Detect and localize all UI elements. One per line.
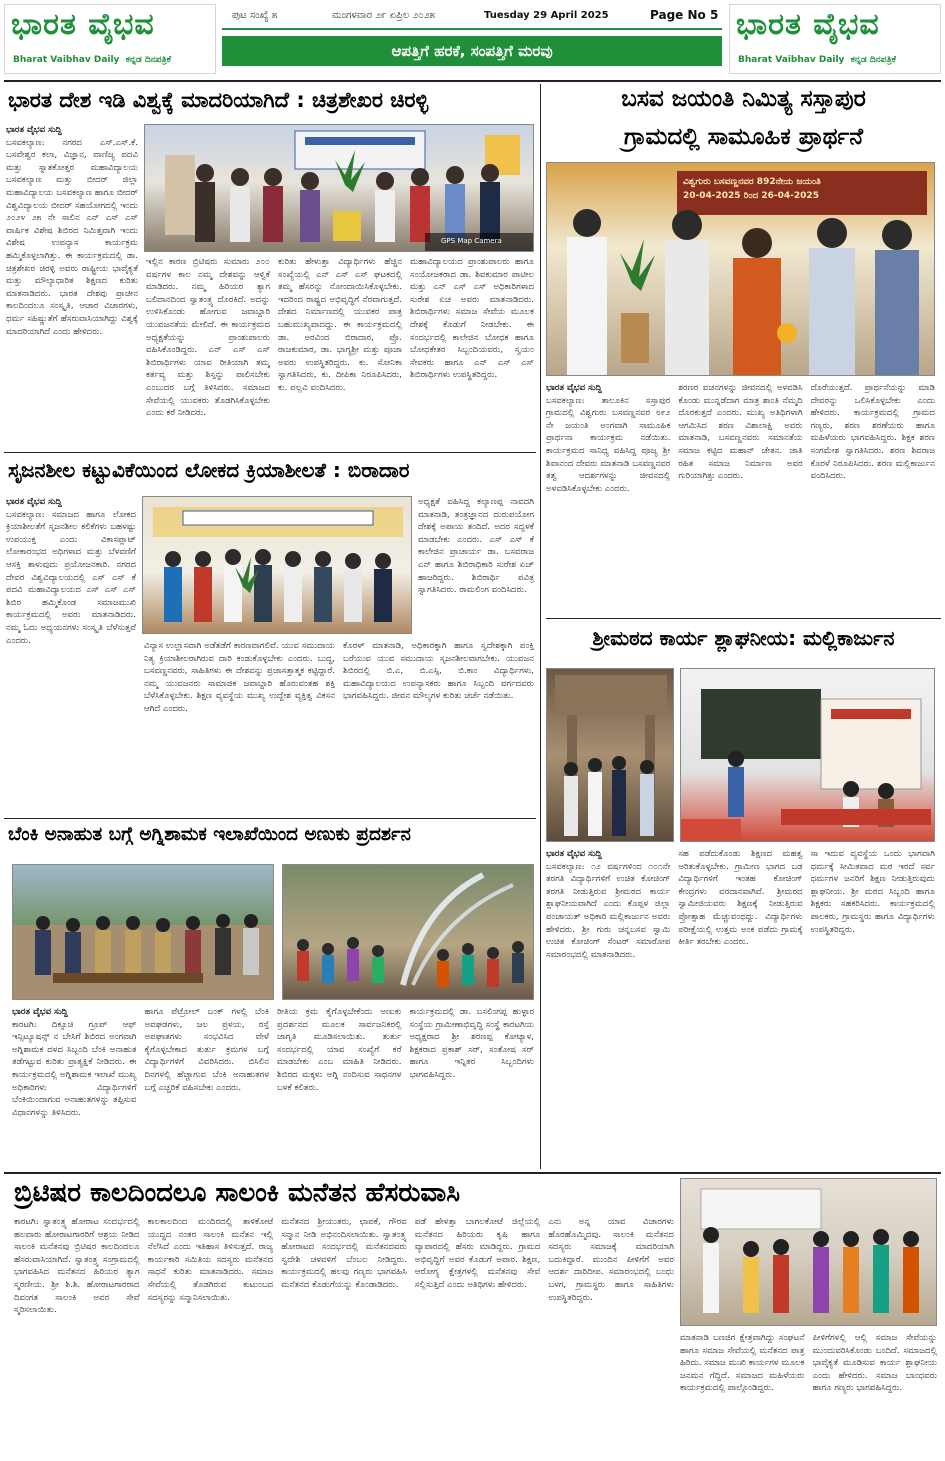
article-body: ಎನು ಅನ್ನ ಯಾವ ವಿಚಾರಗಳು ಹೊರಹೊಮ್ಮಿದವು. ಸಾಲಂಕಿ ಮನೆತನದ ಸದಸ್ಯರು ಸಮಾಜಕ್ಕೆ ಮಾದರಿಯಾಗಿ ಬದುಕಿದ್ದಾರೆ. ಮುಂದಿನ ಪೀಳಿಗೆಗೆ ಅವರ ಆದರ್ಶ ದಾರಿದೀಪ. ಸಮಾರಂಭದಲ್ಲಿ ಬಂಧು ಬಳಗ, ಗ್ರಾಮಸ್ಥರು ಹಾಗೂ ಸಾಹಿತಿಗಳು ಉಪಸ್ಥಿತರಿದ್ದರು. (548, 1217, 674, 1303)
headline: ಬ್ರಿಟಿಷರ ಕಾಲದಿಂದಲೂ ಸಾಲಂಕಿ ಮನೆತನ ಹೆಸರುವಾಸಿ (14, 1178, 461, 1208)
issue-line (222, 4, 722, 30)
article-divider (4, 818, 536, 819)
coaching-photo (680, 668, 935, 842)
article-body: ಕೊರಳ್ ಮಾತನಾಡಿ, ಅಧಿಕಾರಕ್ಕಾಗಿ ಹಾಗೂ ಸ್ವದೇಶಕ್ಕಾಗಿ ಪಂಕ್ತಿ ಬರೆಯುವ ಯುವ ಸಮುದಾಯ ಸೃಜನಶೀಲವಾಗಬೇಕು. ಯುವಜನ ಶಿಬಿರದಲ್ಲಿ ಬಿ.ಎ, ಬಿ.ಎಸ್ಸಿ, ಬಿ.ಕಾಂ ವಿದ್ಯಾರ್ಥಿಗಳು, ಮಹಾವಿದ್ಯಾಲಯದ ಉಪನ್ಯಾಸಕರು ಹಾಗೂ ಸಿಬ್ಬಂದಿ ವರ್ಗದವರು ಭಾಗವಹಿಸಿದ್ದರು. ಜೀವನ ಮೌಲ್ಯಗಳ ಕುರಿತು ಚರ್ಚೆ ನಡೆಯಿತು. (343, 641, 534, 702)
fire-demo-illustration (283, 865, 534, 1000)
masthead-rule (4, 80, 941, 82)
dateline: ಭಾರತ ವೈಭವ ಸುದ್ದಿ (6, 125, 62, 135)
article-body: ಕಾರ್ಯಕ್ರಮದಲ್ಲಿ ಡಾ. ಬಸಲಿಂಗಪ್ಪ ಹುಳ್ಳಾರ ಸಂಸ್ಥೆಯ ಗ್ರಾಮೀಣಾಭಿವೃದ್ಧಿ ಸಂಸ್ಥೆ ಕಾರಟಗಿಯ ಅಧ್ಯಕ್ಷರಾದ ಶ್ರೀ ಶರಣಪ್ಪ ಕೋಟ್ಯಾಳ, ಶಿಕ್ಷಕರಾದ ಪ್ರಕಾಶ್ ಸರ್, ಸಂತೋಷ ಸರ್ ಹಾಗೂ ಇನ್ನಿತರ ಸಿಬ್ಬಂದಿಗಳು ಭಾಗವಹಿಸಿದ್ದರು. (409, 1007, 534, 1080)
newspaper-logo (4, 4, 216, 74)
fire-team-illustration (13, 865, 274, 1000)
banner-dates: 20-04-2025 ರಿಂದ 26-04-2025 (683, 191, 819, 201)
dateline: ಭಾರತ ವೈಭವ ಸುದ್ದಿ (546, 383, 602, 393)
headline: ಸೃಜನಶೀಲ ಕಟ್ಟುವಿಕೆಯಿಂದ ಲೋಕದ ಕ್ರಿಯಾಶೀಲತೆ : ಬಿರಾದಾರ (8, 458, 410, 482)
article-salanki (4, 1176, 941, 1458)
event-photo (144, 124, 534, 252)
dateline: ಭಾರತ ವೈಭವ ಸುದ್ದಿ (6, 497, 62, 507)
article-body: ದೊರೆಯುತ್ತದೆ. ಪ್ರಾರ್ಥನೆಯನ್ನು ಮಾಡಿ ದೇವರನ್ನು ಒಲಿಸಿಕೊಳ್ಳಬೇಕು ಎಂದು ಹೇಳಿದರು. ಕಾರ್ಯಕ್ರಮದಲ್ಲಿ ಗ್ರಾಮದ ಗಣ್ಯರು, ಶರಣ ಶರಣೆಯರು ಹಾಗೂ ಮಹಿಳೆಯರು ಭಾಗವಹಿಸಿದ್ದರು. ಶಿಕ್ಷಕ ಶರಣ ಸಂಗಮೇಶ ಸ್ವಾಗತಿಸಿದರು. ಶರಣ ಶಿವರಾಜ ಕೊರಳೆ ನಿರೂಪಿಸಿದರು. ಶರಣ ಮಲ್ಲಿಕಾರ್ಜುನ ವಂದಿಸಿದರು. (810, 383, 935, 482)
logo-tag-en: Bharat Vaibhav Daily (13, 55, 120, 65)
coaching-photo-illustration (681, 669, 935, 842)
prayer-photo-illustration (547, 163, 935, 376)
logo-tag-kn: ಕನ್ನಡ ದಿನಪತ್ರಿಕೆ (125, 55, 171, 65)
article-body: ಬಸವಕಲ್ಯಾಣ: ತಾಲೂಕಿನ ಸಸ್ತಾಪುರ ಗ್ರಾಮದಲ್ಲಿ ವಿಶ್ವಗುರು ಬಸವಣ್ಣನವರ ೮೯೨ ನೇ ಜಯಂತಿ ಅಂಗವಾಗಿ ಸಾಮೂಹಿಕ ಪ್ರಾರ್ಥನಾ ಕಾರ್ಯಕ್ರಮ ನಡೆಯಿತು. ಕಾರ್ಯಕ್ರಮದ ಸಾನಿಧ್ಯ ವಹಿಸಿದ್ದ ಪೂಜ್ಯ ಶ್ರೀ ಶಿವಾನಂದ ದೇವರು ಮಾತನಾಡಿ ಬಸವಣ್ಣನವರ ತತ್ವ ಆದರ್ಶಗಳನ್ನು ಜೀವನದಲ್ಲಿ ಅಳವಡಿಸಿಕೊಳ್ಳಬೇಕು ಎಂದರು. (546, 395, 671, 494)
felicitation-photo (680, 1178, 937, 1326)
article-body: ಕಾರಟಗಿ: ದಿಕ್ಸೂಚಿ ಗ್ರೂಪ್ ಆಫ್ ಇನ್ಸಿಟ್ಯೂಷನ್ಸ್ ನ ಬೇಸಿಗೆ ಶಿಬಿರದ ಅಂಗವಾಗಿ ಅಗ್ನಿಶಾಮಕ ದಳದ ಸಿಬ್ಬಂದಿ ಬೆಂಕಿ ಅನಾಹುತ ತಡೆಗಟ್ಟುವ ಕುರಿತು ಪ್ರಾತ್ಯಕ್ಷಿಕೆ ನೀಡಿದರು. ಈ ಕಾರ್ಯಕ್ರಮದಲ್ಲಿ ಅಗ್ನಿಶಾಮಕ ಇಲಾಖೆ ಮುಖ್ಯ ಅಧಿಕಾರಿಗಳು ವಿದ್ಯಾರ್ಥಿಗಳಿಗೆ ಬೆಂಕಿಯಿಂದಾಗುವ ಅನಾಹುತಗಳನ್ನು ತಪ್ಪಿಸುವ ವಿಧಾನಗಳನ್ನು ತಿಳಿಸಿದರು. (12, 1019, 137, 1118)
dateline: ಭಾರತ ವೈಭವ ಸುದ್ದಿ (546, 849, 602, 859)
article-body: ಪೀಳಿಗೆಗಳಲ್ಲಿ ಆಲ್ಲಿ ಸಮಾಜ ಸೇವೆಯನ್ನು ಮುಂದುವರಿಸಿಕೊಂಡು ಬಂದಿದೆ. ಸಮಾಜದಲ್ಲಿ ಭಾವೈಕ್ಯತೆ ಮೂಡಿಸುವ ಕಾರ್ಯ ಶ್ಲಾಘನೀಯ ಎಂದು ಹೇಳಿದರು. ಸಮಾಜ ಬಾಂಧವರು ಹಾಗೂ ಗಣ್ಯರು ಭಾಗವಹಿಸಿದ್ದರು. (812, 1333, 937, 1394)
article-body: ಇಲ್ಲಿನ ಕಾರಣ ಬ್ರಿಟಿಷರು ಸುಮಾರು ೨೦೦ ವರ್ಷಗಳ ಕಾಲ ನಮ್ಮ ದೇಶವನ್ನು ಆಳ್ವಿಕೆ ಮಾಡಿದರು. ನಮ್ಮ ಹಿರಿಯರ ತ್ಯಾಗ ಬಲಿದಾನದಿಂದ ಸ್ವಾತಂತ್ರ್ಯ ದೊರಕಿದೆ. ಅದನ್ನು ಉಳಿಸಿಕೊಂಡು ಹೋಗುವ ಜವಾಬ್ದಾರಿ ಯುವಜನತೆಯ ಮೇಲಿದೆ. ಈ ಕಾರ್ಯಕ್ರಮದ ಅಧ್ಯಕ್ಷತೆಯನ್ನು ಪ್ರಾಂಶುಪಾಲರು ವಹಿಸಿಕೊಂಡಿದ್ದರು. ಎನ್ ಎಸ್ ಎಸ್ ಶಿಬಿರಾರ್ಥಿಗಳು ಯಾವ ರೀತಿಯಾಗಿ ತಮ್ಮ ಕರ್ತವ್ಯ ಮತ್ತು ಶಿಸ್ತನ್ನು ಪಾಲಿಸಬೇಕು ಎಂಬುದರ ಬಗ್ಗೆ ತಿಳಿಸಿದರು. ಸಮಾಜದ ಸೇವೆಯಲ್ಲಿ ಯುವಕರು ತೊಡಗಿಸಿಕೊಳ್ಳಬೇಕು ಎಂದು ಕರೆ ನೀಡಿದರು. (146, 257, 270, 419)
temple-photo (546, 668, 674, 842)
slogan-bar: ಆಪತ್ತಿಗೆ ಹರಕೆ, ಸಂಪತ್ತಿಗೆ ಮರವು (222, 36, 722, 66)
article-fire-demo (4, 822, 536, 1167)
article-body: ಅಧ್ಯಕ್ಷತೆ ವಹಿಸಿದ್ದ ಕಲ್ಯಾಣಪ್ಪ ನಾವದಗಿ ಮಾತನಾಡಿ, ತಂತ್ರಜ್ಞಾನದ ದುರುಪಯೋಗ ದೇಶಕ್ಕೆ ಅಪಾಯ ತಂದಿದೆ. ಅದರ ಸದ್ಬಳಕೆ ಮಾಡಬೇಕು ಎಂದರು. ಎಸ್ ಎಸ್ ಕೆ ಕಾಲೇಜಿನ ಪ್ರಾಚಾರ್ಯ ಡಾ. ಬಸವರಾಜ ಎನ್ ಹಾಗೂ ಶಿಬಿರಾಧಿಕಾರಿ ಸುರೇಶ ಏಚ್ ಹಾಜರಿದ್ದರು. ಶಿಬಿರಾರ್ಥಿ ಪವಿತ್ರ ಸ್ವಾಗತಿಸಿದರು. ರಾಮಲಿಂಗ ವಂದಿಸಿದರು. (418, 497, 534, 596)
masthead (4, 4, 941, 74)
article-body: ಶರಣರ ವಚನಗಳನ್ನು ಜೀವನದಲ್ಲಿ ಅಳವಡಿಸಿ ಕೊಂಡು ಮುನ್ನಡೆದಾಗ ಮಾತ್ರ ಶಾಂತಿ ನೆಮ್ಮದಿ ದೊರಕುತ್ತದೆ ಎಂದರು. ಮುಖ್ಯ ಅತಿಥಿಗಳಾಗಿ ಆಗಮಿಸಿದ ಶರಣ ವಿಶಾಲಾಕ್ಷಿ ಅವರು ಮಾತನಾಡಿ, ಬಸವಣ್ಣನವರು ಸಮಾನತೆಯ ಸಮಾಜ ಕಟ್ಟಿದ ಮಹಾನ್ ಚೇತನ. ಜಾತಿ ರಹಿತ ಸಮಾಜ ನಿರ್ಮಾಣ ಅವರ ಗುರಿಯಾಗಿತ್ತು ಎಂದರು. (678, 383, 803, 482)
article-body: ಬಸವಕಲ್ಯಾಣ: ನಗರದ ಎಸ್.ಎಸ್.ಕೆ. ಬಸವೇಶ್ವರ ಕಲಾ, ವಿಜ್ಞಾನ, ವಾಣಿಜ್ಯ ಪದವಿ ಮತ್ತು ಸ್ನಾತಕೋತ್ತರ ಮಹಾವಿದ್ಯಾಲಯ ಬಸವಕಲ್ಯಾಣ ಮತ್ತು ಬೀದರ್ ಜಿಲ್ಲಾ ಮಹಾವಿದ್ಯಾಲಯ ಬಸವಕಲ್ಯಾಣ ಹಾಗೂ ಬೀದರ್ ವಿಶ್ವವಿದ್ಯಾಲಯ ಬೀದರ್ ಸಹಯೋಗದಲ್ಲಿ ಇಂದು ೨೦೨೪ ೨೫ ನೇ ಸಾಲಿನ ಎನ್ ಎಸ್ ಎಸ್ ವಾರ್ಷಿಕ ವಿಶೇಷ ಶಿಬಿರದ ನಿಮಿತ್ತವಾಗಿ ಇಂದು ವಿಶೇಷ ಉಪನ್ಯಾಸ ಕಾರ್ಯಕ್ರಮ ಹಮ್ಮಿಕೊಳ್ಳಲಾಗಿತ್ತು. ಈ ಕಾರ್ಯಕ್ರಮದಲ್ಲಿ ಡಾ. ಚಿತ್ರಶೇಖರ ಚಿರಳ್ಳಿ ಅವರು ರಾಷ್ಟ್ರೀಯ ಭಾವೈಕ್ಯತೆ ಮತ್ತು ಮೌಲ್ಯಾಧಾರಿತ ಶಿಕ್ಷಣದ ಕುರಿತು ಮಾತನಾಡಿದರು. ಭಾರತ ದೇಶವು ಪ್ರಾಚೀನ ಕಾಲದಿಂದಲೂ ಸಂಸ್ಕೃತಿ, ಆಚಾರ ವಿಚಾರಗಳು, ಧರ್ಮ ಸಹಿಷ್ಣುತೆಗೆ ಹೆಸರುವಾಸಿಯಾಗಿದ್ದು ವಿಶ್ವಕ್ಕೆ ಮಾದರಿಯಾಗಿದೆ ಎಂದು ಹೇಳಿದರು. (6, 137, 138, 337)
article-divider (546, 618, 941, 619)
newspaper-logo-right (729, 4, 941, 74)
article-body: ಪಡೆ ಹೇಳತ್ತಾ ಬಾಗಲಕೋಟೆ ಜಿಲ್ಲೆಯಲ್ಲಿ ಮನೆತನದ ಹಿರಿಯರು ಕೃಷಿ ಹಾಗೂ ವ್ಯಾಪಾರದಲ್ಲಿ ಹೆಸರು ಮಾಡಿದ್ದರು. ಗ್ರಾಮದ ಅಭಿವೃದ್ಧಿಗೆ ಅವರ ಕೊಡುಗೆ ಅಪಾರ. ಶಿಕ್ಷಣ, ಆರೋಗ್ಯ ಕ್ಷೇತ್ರಗಳಲ್ಲಿ ಮನೆತನವು ಸೇವೆ ಸಲ್ಲಿಸುತ್ತಿದೆ ಎಂದು ಅತಿಥಿಗಳು ಹೇಳಿದರು. (414, 1217, 541, 1290)
event-photo (142, 496, 412, 634)
temple-photo-illustration (547, 669, 674, 842)
kannada-date: ಮಂಗಳವಾರ ೨೯ ಏಪ್ರಿಲ ೨೦೨೫ (332, 10, 435, 21)
article-body: ಮಾತನಾಡಿ ಬಣಜಿಗ ಕ್ಷೇತ್ರವಾಗಿದ್ದು ಸಂಘಟನೆ ಹಾಗೂ ಸಮಾಜ ಸೇವೆಯಲ್ಲಿ ಮನೆತನದ ಪಾತ್ರ ಹಿರಿದು. ಸಮಾಜ ಮುಖಿ ಕಾರ್ಯಗಳ ಮೂಲಕ ಜನಮನ ಗೆದ್ದಿದೆ. ಸಮಾಜದ ಮಹಿಳೆಯರು ಕಾರ್ಯಕ್ರಮದಲ್ಲಿ ಪಾಲ್ಗೊಂಡಿದ್ದರು. (680, 1333, 805, 1394)
article-biradar (4, 456, 534, 816)
column-divider (540, 84, 541, 1169)
article-body: ವಿನ್ಯಾಸ ಉಲ್ಲಾಸವಾಗಿ ಅಡೆತಡೆಗೆ ಕಾರಣವಾಗಲಿವೆ. ಯುವ ಸಮುದಾಯ ನಿತ್ಯ ಕ್ರಿಯಾಶೀಲರಾಗಿರುವ ದಾರಿ ಕಂಡುಕೊಳ್ಳಬೇಕು ಎಂದರು. ಬುದ್ಧ, ಬಸವಣ್ಣನವರು, ಸಾಹಿತಿಗಳು ಈ ದೇಶವನ್ನು ಪ್ರಜಾಸತ್ತಾತ್ಮಕ ಕಟ್ಟಿದ್ದಾರೆ. ನಮ್ಮ ಯುವಜನರು ಸಾಮಾಜಿಕ ಜವಾಬ್ದಾರಿ ಹೊರುವಂತಹ ಶಕ್ತಿ ಬೆಳೆಸಿಕೊಳ್ಳಬೇಕು. ಶಿಕ್ಷಣ ವ್ಯವಸ್ಥೆಯ ಮುಖ್ಯ ಉದ್ದೇಶ ವ್ಯಕ್ತಿತ್ವ ವಿಕಸನ ಆಗಿದೆ ಎಂದರು. (144, 641, 335, 714)
article-body: ಸಹ ಪಡೆದುಕೊಂಡು ಶಿಕ್ಷಣದ ಮಹತ್ವ ಅರಿತುಕೊಳ್ಳಬೇಕು. ಗ್ರಾಮೀಣ ಭಾಗದ ಬಡ ವಿದ್ಯಾರ್ಥಿಗಳಿಗೆ ಇಂತಹ ಕೋಚಿಂಗ್ ಕೇಂದ್ರಗಳು ವರದಾನವಾಗಿವೆ. ಶ್ರೀಮಠದ ಸ್ವಾಮೀಜಿಯವರು ಶಿಕ್ಷಣಕ್ಕೆ ನೀಡುತ್ತಿರುವ ಪ್ರೋತ್ಸಾಹ ಮೆಚ್ಚುವಂಥದ್ದು. ವಿದ್ಯಾರ್ಥಿಗಳು ಪರೀಕ್ಷೆಯಲ್ಲಿ ಉತ್ತಮ ಅಂಕ ಪಡೆದು ಗ್ರಾಮಕ್ಕೆ ಕೀರ್ತಿ ತರಬೇಕು ಎಂದರು. (678, 849, 803, 948)
article-chitrashekhar (4, 86, 534, 446)
page-number: Page No 5 (650, 8, 719, 22)
prayer-photo (546, 162, 935, 376)
photo-caption: GPS Map Camera (441, 237, 502, 245)
event-photo-illustration (143, 497, 412, 634)
article-body: ಹಾಗೂ ಪೆಟ್ರೋಲ್ ಬಂಕ್ ಗಳಲ್ಲಿ ಬೆಂಕಿ ಅವಘಡಗಳು, ಜಲ ಪ್ರಳಯ, ರಸ್ತೆ ಅಪಘಾತಗಳು ಸಂಭವಿಸಿದ ವೇಳೆ ಕೈಗೊಳ್ಳಬೇಕಾದ ತುರ್ತು ಕ್ರಮಗಳ ಬಗ್ಗೆ ವಿದ್ಯಾರ್ಥಿಗಳಿಗೆ ವಿವರಿಸಿದರು. ಬಿಸಿಲಿನ ದಿನಗಳಲ್ಲಿ ಹೆಚ್ಚಾಗುವ ಬೆಂಕಿ ಅನಾಹುತಗಳ ಬಗ್ಗೆ ಎಚ್ಚರಿಕೆ ವಹಿಸಬೇಕು ಎಂದರು. (144, 1007, 269, 1093)
headline-line1: ಬಸವ ಜಯಂತಿ ನಿಮಿತ್ಯ ಸಸ್ತಾಪುರ (621, 86, 866, 112)
article-body: ಬಸವಕಲ್ಯಾಣ: ಸಮಾಜದ ಹಾಗೂ ಲೋಕದ ಕ್ರಿಯಾಶೀಲತೆಗೆ ಸೃಜನಶೀಲ ಕಲಿಕೆಗಳು ಬಹಳಷ್ಟು ಉಪಯುಕ್ತ ಎಂದು ವಿಕಾಸಪ್ಲಾಟ್ ಲೋಕಾರಂಭದ ಅಧಿಗಳಾದ ಮತ್ತು ಬೆಳವಣಿಗೆ ಆಸಕ್ತಿ ತಾಳುವುದು ಪ್ರಯೋಜನಕಾರಿ. ನಗರದ ದೇವರ ವಿಶ್ವವಿದ್ಯಾಲಯದಲ್ಲಿ ಎಸ್ ಎಸ್ ಕೆ ಪದವಿ ಮಹಾವಿದ್ಯಾಲಯದ ಎಸ್ ಎಸ್ ಎಸ್ ಶಿಬಿರ ಹಮ್ಮಿಕೊಂಡ ಸಮಾಜಮುಖಿ ಕಾರ್ಯಕ್ರಮದಲ್ಲಿ ಅವರು ಮಾತನಾಡಿದರು. ನಮ್ಮ ಓದು ಅಧ್ಯಯನಗಳು ಸಂಸ್ಕೃತಿ ಬೆಳೆಸುತ್ತವೆ ಎಂದರು. (6, 509, 136, 646)
section-divider (4, 1172, 941, 1174)
felicitation-photo-illustration (681, 1179, 937, 1326)
headline: ಬೆಂಕಿ ಅನಾಹುತ ಬಗ್ಗೆ ಅಗ್ನಿಶಾಮಕ ಇಲಾಖೆಯಿಂದ ಅಣುಕು ಪ್ರದರ್ಶನ (8, 824, 411, 845)
event-photo-illustration (145, 125, 534, 252)
headline-line2: ಗ್ರಾಮದಲ್ಲಿ ಸಾಮೂಹಿಕ ಪ್ರಾರ್ಥನೆ (623, 124, 864, 150)
article-body: ಬಸವಕಲ್ಯಾಣ: ೧೨ ವರ್ಷಗಳಿಂದ ೧೦೧ನೇ ತರಗತಿ ವಿದ್ಯಾರ್ಥಿಗಳಿಗೆ ಉಚಿತ ಕೋಚಿಂಗ್ ತರಗತಿ ನೀಡುತ್ತಿರುವ ಶ್ರೀಮಠದ ಕಾರ್ಯ ಶ್ಲಾಘನೀಯವಾಗಿದೆ ಎಂದು ಕೊಪ್ಪಳ ಜಿಲ್ಲಾ ಪಂಚಾಯತ್ ಅಧಿಕಾರಿ ಮಲ್ಲಿಕಾರ್ಜುನ ಅವರು ಹೇಳಿದರು. ಶ್ರೀ ಗುರು ಚನ್ನಬಸವ ಸ್ವಾಮಿ ಉಚಿತ ಕೋಚಿಂಗ್ ಸೆಂಟರ್ ಸಮಾರೋಪ ಸಮಾರಂಭದಲ್ಲಿ ಮಾತನಾಡಿದರು. (546, 861, 671, 960)
article-mallikarjun (546, 622, 941, 1168)
headline: ಶ್ರೀಮಠದ ಕಾರ್ಯ ಶ್ಲಾಘನೀಯ: ಮಲ್ಲಿಕಾರ್ಜುನ (592, 626, 895, 650)
fire-demo-photo (282, 864, 534, 1000)
article-body: ಮನೆತನದ ಶ್ರೀಯುತರು, ಛಾಪಕೆ, ಗೌರವ ಸನ್ಮಾನ ನೀಡಿ ಅಭಿನಂದಿಸಲಾಯಿತು. ಸ್ವಾತಂತ್ರ್ಯ ಹೋರಾಟದ ಸಂದರ್ಭದಲ್ಲಿ ಮನೆತನದವರು ಸ್ವದೇಶಿ ಚಳವಳಿಗೆ ಬೆಂಬಲ ನೀಡಿದ್ದರು. ಕಾರ್ಯಕ್ರಮದಲ್ಲಿ ಹಲವು ಗಣ್ಯರು ಭಾಗವಹಿಸಿ ಮನೆತನದ ಕೊಡುಗೆಯನ್ನು ಕೊಂಡಾಡಿದರು. (281, 1217, 407, 1290)
issue-info: ಪುಟ ಸಂಖ್ಯೆ ೫ (232, 10, 278, 21)
logo-name: ಭಾರತ ವೈಭವ (736, 7, 880, 42)
english-date: Tuesday 29 April 2025 (484, 10, 609, 21)
article-basava-jayanti (546, 86, 941, 616)
article-divider (4, 452, 536, 453)
logo-tag-kn: ಕನ್ನಡ ದಿನಪತ್ರಿಕೆ (850, 55, 896, 65)
fire-team-photo (12, 864, 274, 1000)
dateline: ಭಾರತ ವೈಭವ ಸುದ್ದಿ (12, 1007, 68, 1017)
logo-name: ಭಾರತ ವೈಭವ (11, 7, 155, 42)
article-body: ಕುರಿತು ಹೇಳುತ್ತಾ ವಿದ್ಯಾರ್ಥಿಗಳು ಹೆಚ್ಚಿನ ಸಂಖ್ಯೆಯಲ್ಲಿ ಎನ್ ಎಸ್ ಎಸ್ ಘಟಕದಲ್ಲಿ ತಮ್ಮ ಹೆಸರನ್ನು ನೋಂದಾಯಿಸಿಕೊಳ್ಳಬೇಕು. ಇದರಿಂದ ರಾಷ್ಟ್ರದ ಅಭಿವೃದ್ಧಿಗೆ ನೆರವಾಗುತ್ತದೆ. ದೇಶದ ನಿರ್ಮಾಣದಲ್ಲಿ ಯುವಕರ ಪಾತ್ರ ಬಹುಮುಖ್ಯವಾದದ್ದು. ಈ ಕಾರ್ಯಕ್ರಮದಲ್ಲಿ ಡಾ. ಅರವಿಂದ ಬಿರಾದಾರ, ಪ್ರೊ. ರಾಜಕುಮಾರ, ಡಾ. ಭಾಗ್ಯಶ್ರೀ ಮತ್ತು ಪೂಜಾ ಅವರು ಉಪಸ್ಥಿತರಿದ್ದರು. ಕು. ಸೋನಿಕಾ ಸ್ವಾಗತಿಸಿದರು, ಕು. ದೀಪಿಕಾ ನಿರೂಪಿಸಿದರು, ಕು. ಪಲ್ಲವಿ ವಂದಿಸಿದರು. (278, 257, 402, 393)
masthead-center (222, 4, 722, 74)
article-body: ಕಾಲಕಾಲದಿಂದ ಮಂದಿರದಲ್ಲಿ ತಾಳಿಕೋಟೆ ಯುದ್ಧದ ನಂತರ ಸಾಲಂಕಿ ಮನೆತನ ಇಲ್ಲಿ ನೆಲೆಸಿದೆ ಎಂದು ಇತಿಹಾಸ ತಿಳಿಸುತ್ತದೆ. ರಾಜ್ಯ ಕಾರ್ಯಕಾರಿ ಸಮಿತಿಯ ಸದಸ್ಯರು ಮನೆತನದ ಸಾಧನೆ ಕುರಿತು ಮಾತನಾಡಿದರು. ಸಮಾಜ ಸೇವೆಯಲ್ಲಿ ತೊಡಗಿರುವ ಕುಟುಂಬದ ಸದಸ್ಯರನ್ನು ಸನ್ಮಾನಿಸಲಾಯಿತು. (147, 1217, 274, 1303)
logo-tag-en: Bharat Vaibhav Daily (738, 55, 845, 65)
article-body: ಸಾ ಇದುವ ವ್ಯವಸ್ಥೆಯ ಒಂದು ಭಾಗವಾಗಿ ಧರ್ಮಕ್ಕೆ ಸೀಮಿತವಾದ ಮಠ ಇರದೆ ಸರ್ವ ಧರ್ಮಗಳ ಜನರಿಗೆ ಶಿಕ್ಷಣ ನೀಡುತ್ತಿರುವುದು ಶ್ಲಾಘನೀಯ. ಶ್ರೀ ಮಠದ ಸಿಬ್ಬಂದಿ ಹಾಗೂ ಶಿಕ್ಷಕರು ಸಹಕರಿಸಿದರು. ಕಾರ್ಯಕ್ರಮದಲ್ಲಿ ಪಾಲಕರು, ಗ್ರಾಮಸ್ಥರು ಹಾಗೂ ವಿದ್ಯಾರ್ಥಿಗಳು ಉಪಸ್ಥಿತರಿದ್ದರು. (810, 849, 935, 935)
article-body: ರೀತಿಯ ಕ್ರಮ ಕೈಗೊಳ್ಳಬೇಕೆಂದು ಅಣುಕು ಪ್ರದರ್ಶನದ ಮೂಲಕ ಸಾರ್ವಜನಿಕರಲ್ಲಿ ಜಾಗೃತಿ ಮೂಡಿಸಲಾಯಿತು. ತುರ್ತು ಸಂದರ್ಭದಲ್ಲಿ ಯಾವ ಸಂಖ್ಯೆಗೆ ಕರೆ ಮಾಡಬೇಕು ಎಂಬ ಮಾಹಿತಿ ನೀಡಿದರು. ಶಿಬಿರದ ಮಕ್ಕಳು ಅಗ್ನಿ ನಂದಿಸುವ ಸಾಧನಗಳ ಬಳಕೆ ಕಲಿತರು. (277, 1007, 402, 1093)
banner-text: ವಿಶ್ವಗುರು ಬಸವಣ್ಣನವರ 892ನೇಯ ಜಯಂತಿ (683, 177, 821, 187)
headline: ಭಾರತ ದೇಶ ಇಡಿ ವಿಶ್ವಕ್ಕೆ ಮಾದರಿಯಾಗಿದೆ : ಚಿತ್ರಶೇಖರ ಚಿರಳ್ಳಿ (8, 88, 429, 112)
article-body: ಕಾರಟಗಿ: ಸ್ವಾತಂತ್ರ್ಯ ಹೋರಾಟ ಸಂದರ್ಭದಲ್ಲಿ ಹಲವಾರು ಹೋರಾಟಗಾರರಿಗೆ ಆಶ್ರಯ ನೀಡಿದ ಸಾಲಂಕಿ ಮನೆತನವು ಬ್ರಿಟಿಷರ ಕಾಲದಿಂದಲೂ ಹೆಸರುವಾಸಿಯಾಗಿದೆ. ಸ್ವಾತಂತ್ರ್ಯ ಸಂಗ್ರಾಮದಲ್ಲಿ ಭಾಗವಹಿಸಿದ ಮನೆತನದ ಹಿರಿಯರ ತ್ಯಾಗ ಸ್ಮರಣೀಯ. ಶ್ರೀ ಶಿ.ಶಿ. ಹೋರಾಟಗಾರರಾದ ದಿವಂಗತ ಸಾಲಂಕಿ ಅವರ ಸೇವೆ ಸ್ಮರಿಸಲಾಯಿತು. (14, 1217, 140, 1316)
article-body: ಮಹಾವಿದ್ಯಾಲಯದ ಪ್ರಾಂಶುಪಾಲರು ಹಾಗೂ ಸಂಯೋಜಕರಾದ ಡಾ. ಶಿವಕುಮಾರ ಪಾಟೀಲ ಮತ್ತು ಎನ್ ಎಸ್ ಎಸ್ ಅಧಿಕಾರಿಗಳಾದ ಸುರೇಶ ಏಚ ಅವರು ಮಾತನಾಡಿದರು. ಶಿಬಿರಾರ್ಥಿಗಳು ಸಮಾಜ ಸೇವೆಯ ಮೂಲಕ ದೇಶಕ್ಕೆ ಕೊಡುಗೆ ನೀಡಬೇಕು. ಈ ಸಂದರ್ಭದಲ್ಲಿ ಕಾಲೇಜಿನ ಬೋಧಕ ಹಾಗೂ ಬೋಧಕೇತರ ಸಿಬ್ಬಂದಿಯವರು, ಸ್ವಯಂ ಸೇವಕರು ಹಾಗೂ ಎನ್ ಎಸ್ ಎಸ್ ಶಿಬಿರಾರ್ಥಿಗಳು ಉಪಸ್ಥಿತರಿದ್ದರು. (410, 257, 534, 381)
